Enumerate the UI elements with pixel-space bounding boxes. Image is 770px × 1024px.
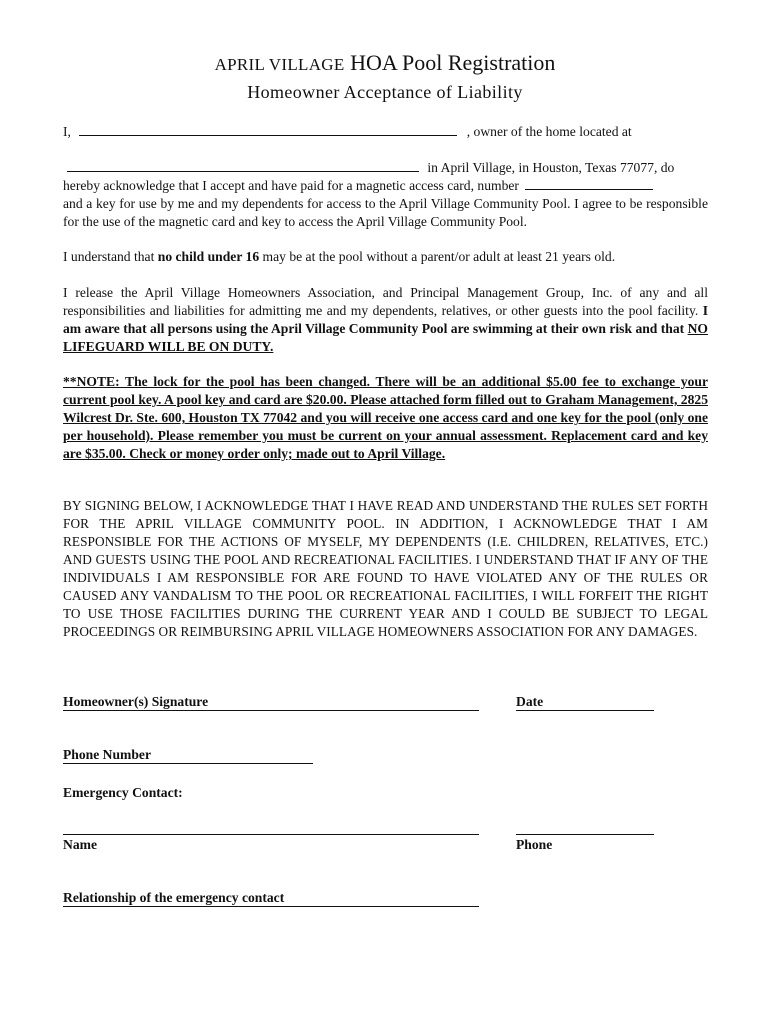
child-rule-paragraph (63, 248, 708, 266)
key-responsibility-text: and a key for use by me and my dependents for access to the April Village Community Pool. I agree to be responsible for the use of the magnetic card and key to access the April Village Community Pool. (63, 196, 708, 229)
document-subtitle: Homeowner Acceptance of Liability (247, 82, 523, 102)
child-rule-bold: no child under 16 (157, 249, 260, 264)
relationship-label: Relationship of the emergency contact (63, 890, 285, 905)
note-text: **NOTE: The lock for the pool has been changed. There will be an additional $5.00 fee to exchange your current pool key. A pool key and card are $20.00. Please attached form filled out to Graham Management, 2825 Wilcrest Dr. Ste. 600, Houston TX 77042 and you will receive one access card and one key for the pool (only one per household). Please remember you must be current on your annual assessment. Replacement card and key are $35.00. Check or money order only; made out to April Village. (63, 374, 708, 461)
title-caps: APRIL VILLAGE (214, 55, 345, 74)
release-paragraph (63, 284, 708, 356)
relationship-field[interactable] (63, 906, 479, 907)
emergency-name-field[interactable] (63, 834, 479, 835)
child-rule-before: I understand that (63, 249, 158, 264)
child-rule-after: may be at the pool without a parent/or adult at least 21 years old. (259, 249, 616, 264)
owner-name-line (63, 123, 708, 141)
no-lifeguard-warning: NO LIFEGUARD WILL BE ON DUTY. (63, 321, 708, 354)
phone-number-label: Phone Number (63, 747, 151, 762)
signature-label: Homeowner(s) Signature (63, 694, 209, 709)
home-address-field[interactable] (67, 159, 419, 172)
release-text: I release the April Village Homeowners Association, and Principal Management Group, Inc. of any and all responsibilities and liabilities for admitting me and my dependents, relatives, or other guests into the pool facility. (63, 285, 708, 318)
date-label: Date (516, 694, 544, 709)
phone-number-field[interactable] (63, 763, 313, 764)
signature-field[interactable] (63, 710, 479, 711)
access-card-number-field[interactable] (525, 177, 653, 190)
emergency-name-label: Name (63, 837, 97, 852)
access-card-text: hereby acknowledge that I accept and have paid for a magnetic access card, number (63, 178, 519, 193)
emergency-contact-label: Emergency Contact: (63, 785, 183, 800)
emergency-phone-label: Phone (516, 837, 553, 852)
date-field[interactable] (516, 710, 654, 711)
owner-name-field[interactable] (79, 123, 457, 136)
access-card-line (63, 177, 708, 195)
note-paragraph (63, 373, 708, 463)
release-bold: I am aware that all persons using the April Village Community Pool are swimming at their own risk and that (63, 303, 708, 336)
home-address-line (63, 159, 708, 177)
location-text: in April Village, in Houston, Texas 77077, do (427, 160, 675, 175)
acknowledgement-paragraph: BY SIGNING BELOW, I ACKNOWLEDGE THAT I HAVE READ AND UNDERSTAND THE RULES SET FORTH FOR THE APRIL VILLAGE COMMUNITY POOL. IN ADDITION, I ACKNOWLEDGE THAT I AM RESPONSIBLE FOR THE ACTIONS OF MYSELF, MY DEPENDENTS (I.E. CHILDREN, RELATIVES, ETC.) AND GUESTS USING THE POOL AND RECREATIONAL FACILITIES. I UNDERSTAND THAT IF ANY OF THE INDIVIDUALS I AM RESPONSIBLE FOR ARE FOUND TO HAVE VIOLATED ANY OF THE RULES OR CAUSED ANY VANDALISM TO THE POOL OR RECREATIONAL FACILITIES, I WILL FORFEIT THE RIGHT TO USE THOSE FACILITIES DURING THE CURRENT YEAR AND I COULD BE SUBJECT TO LEGAL PROCEEDINGS OR REIMBURSING APRIL VILLAGE HOMEOWNERS ASSOCIATION FOR ANY DAMAGES. (63, 498, 708, 639)
document-title (0, 50, 770, 76)
title-rest: HOA Pool Registration (344, 50, 556, 75)
emergency-phone-field[interactable] (516, 834, 654, 835)
owner-suffix: , owner of the home located at (466, 124, 632, 139)
owner-prefix: I, (63, 124, 71, 139)
